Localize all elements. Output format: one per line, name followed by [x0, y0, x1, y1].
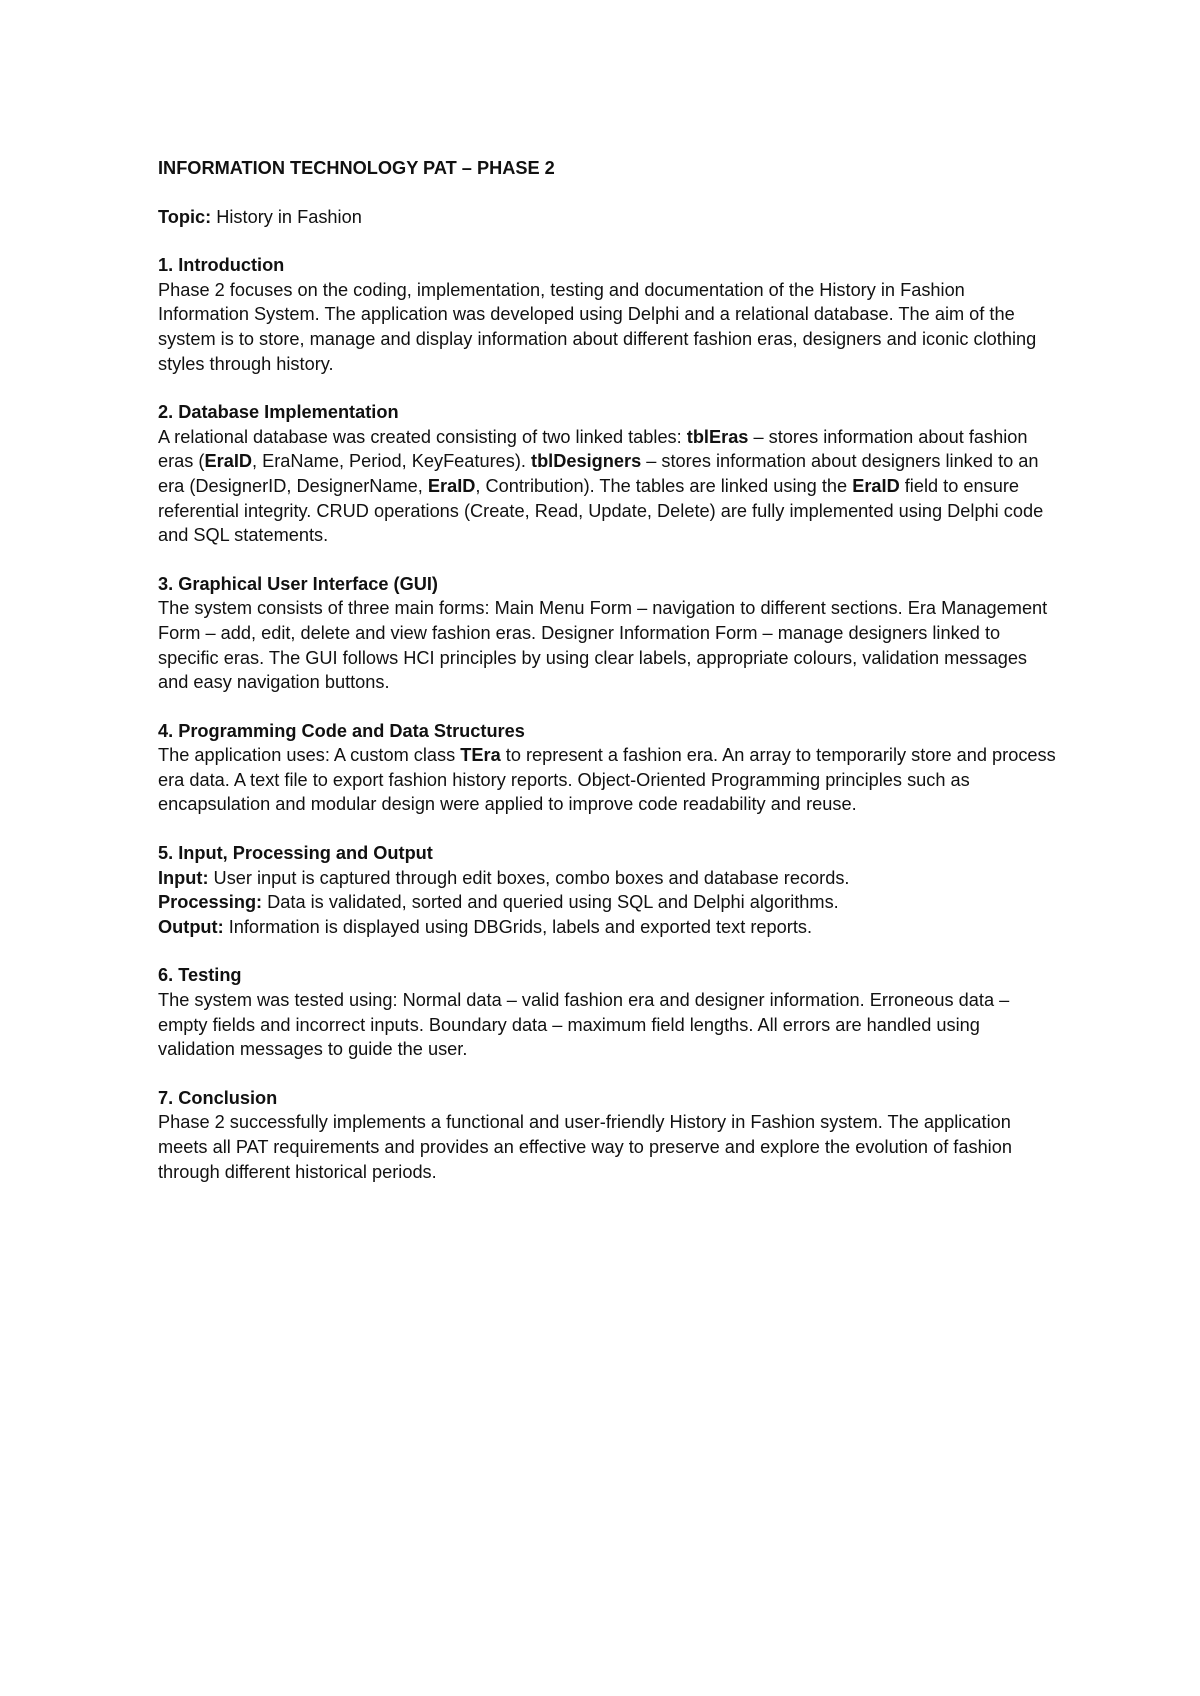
section-heading: 5. Input, Processing and Output: [158, 843, 433, 864]
class-name-tera: TEra: [460, 745, 501, 766]
section-heading: 3. Graphical User Interface (GUI): [158, 573, 438, 594]
input-text: User input is captured through edit boxes, combo boxes and database records.: [208, 867, 850, 888]
field-name-eraid: EraID: [204, 451, 253, 472]
section-conclusion: [158, 1086, 1058, 1184]
section-heading: 1. Introduction: [158, 255, 285, 276]
topic-value: History in Fashion: [211, 206, 362, 227]
section-testing: [158, 963, 1058, 1061]
body-text: field to ensure referential integrity. CRUD operations (Create, Read, Update, Delete) are fully implemented using Delphi code and SQL statements.: [158, 475, 1044, 546]
processing-line: [158, 890, 1058, 915]
section-heading: 2. Database Implementation: [158, 402, 399, 423]
processing-text: Data is validated, sorted and queried using SQL and Delphi algorithms.: [262, 892, 839, 913]
body-text: The application uses: A custom class: [158, 745, 461, 766]
document-title: INFORMATION TECHNOLOGY PAT – PHASE 2: [158, 158, 555, 178]
field-name-eraid: EraID: [852, 475, 900, 496]
body-text: – stores information about designers linked to an era (DesignerID, DesignerName,: [158, 451, 1039, 496]
section-body: The system consists of three main forms: Main Menu Form – navigation to different sections. Era Management Form – add, edit, delete and view fashion eras. Designer Information Form – manage designers linked to specific eras. The GUI follows HCI principles by using clear labels, appropriate colours, validation messages and easy navigation buttons.: [158, 598, 1048, 693]
section-input-processing-output: [158, 841, 1058, 939]
section-programming-code: [158, 719, 1058, 817]
section-body: The system was tested using: Normal data – valid fashion era and designer information. Erroneous data – empty fields and incorrect inputs. Boundary data – maximum field lengths. All errors are handled using validation messages to guide the user.: [158, 990, 1010, 1060]
table-name-designers: tblDesigners: [531, 451, 642, 472]
body-text: , Contribution). The tables are linked using the: [475, 475, 853, 496]
section-introduction: [158, 253, 1058, 376]
topic-label: Topic:: [158, 206, 212, 227]
body-text: A relational database was created consisting of two linked tables:: [158, 426, 687, 447]
body-text: to represent a fashion era. An array to temporarily store and process era data. A text file to export fashion history reports. Object-Oriented Programming principles such as encapsulation and modular design were applied to improve code readability and reuse.: [158, 745, 1056, 815]
section-heading: 7. Conclusion: [158, 1087, 278, 1108]
table-name-eras: tblEras: [686, 426, 749, 447]
section-heading: 6. Testing: [158, 965, 242, 986]
document-page: [158, 156, 1058, 1208]
section-body: [158, 743, 1058, 817]
topic-line: [158, 205, 1058, 230]
processing-label: Processing:: [158, 892, 263, 913]
section-heading: 4. Programming Code and Data Structures: [158, 720, 525, 741]
output-label: Output:: [158, 916, 224, 937]
field-name-eraid: EraID: [427, 475, 476, 496]
section-database-implementation: [158, 400, 1058, 548]
input-label: Input:: [158, 867, 209, 888]
section-gui: [158, 572, 1058, 695]
section-body: [158, 425, 1058, 548]
body-text: – stores information about fashion eras (: [158, 426, 1028, 472]
body-text: , EraName, Period, KeyFeatures).: [252, 451, 532, 472]
section-body: Phase 2 successfully implements a functional and user-friendly History in Fashion system. The application meets all PAT requirements and provides an effective way to preserve and explore the evolution of fashion through different historical periods.: [158, 1112, 1012, 1182]
section-body: Phase 2 focuses on the coding, implementation, testing and documentation of the History in Fashion Information System. The application was developed using Delphi and a relational database. The aim of the system is to store, manage and display information about different fashion eras, designers and iconic clothing styles through history.: [158, 279, 1037, 374]
input-line: [158, 866, 1058, 891]
output-line: [158, 915, 1058, 940]
output-text: Information is displayed using DBGrids, labels and exported text reports.: [223, 916, 813, 937]
